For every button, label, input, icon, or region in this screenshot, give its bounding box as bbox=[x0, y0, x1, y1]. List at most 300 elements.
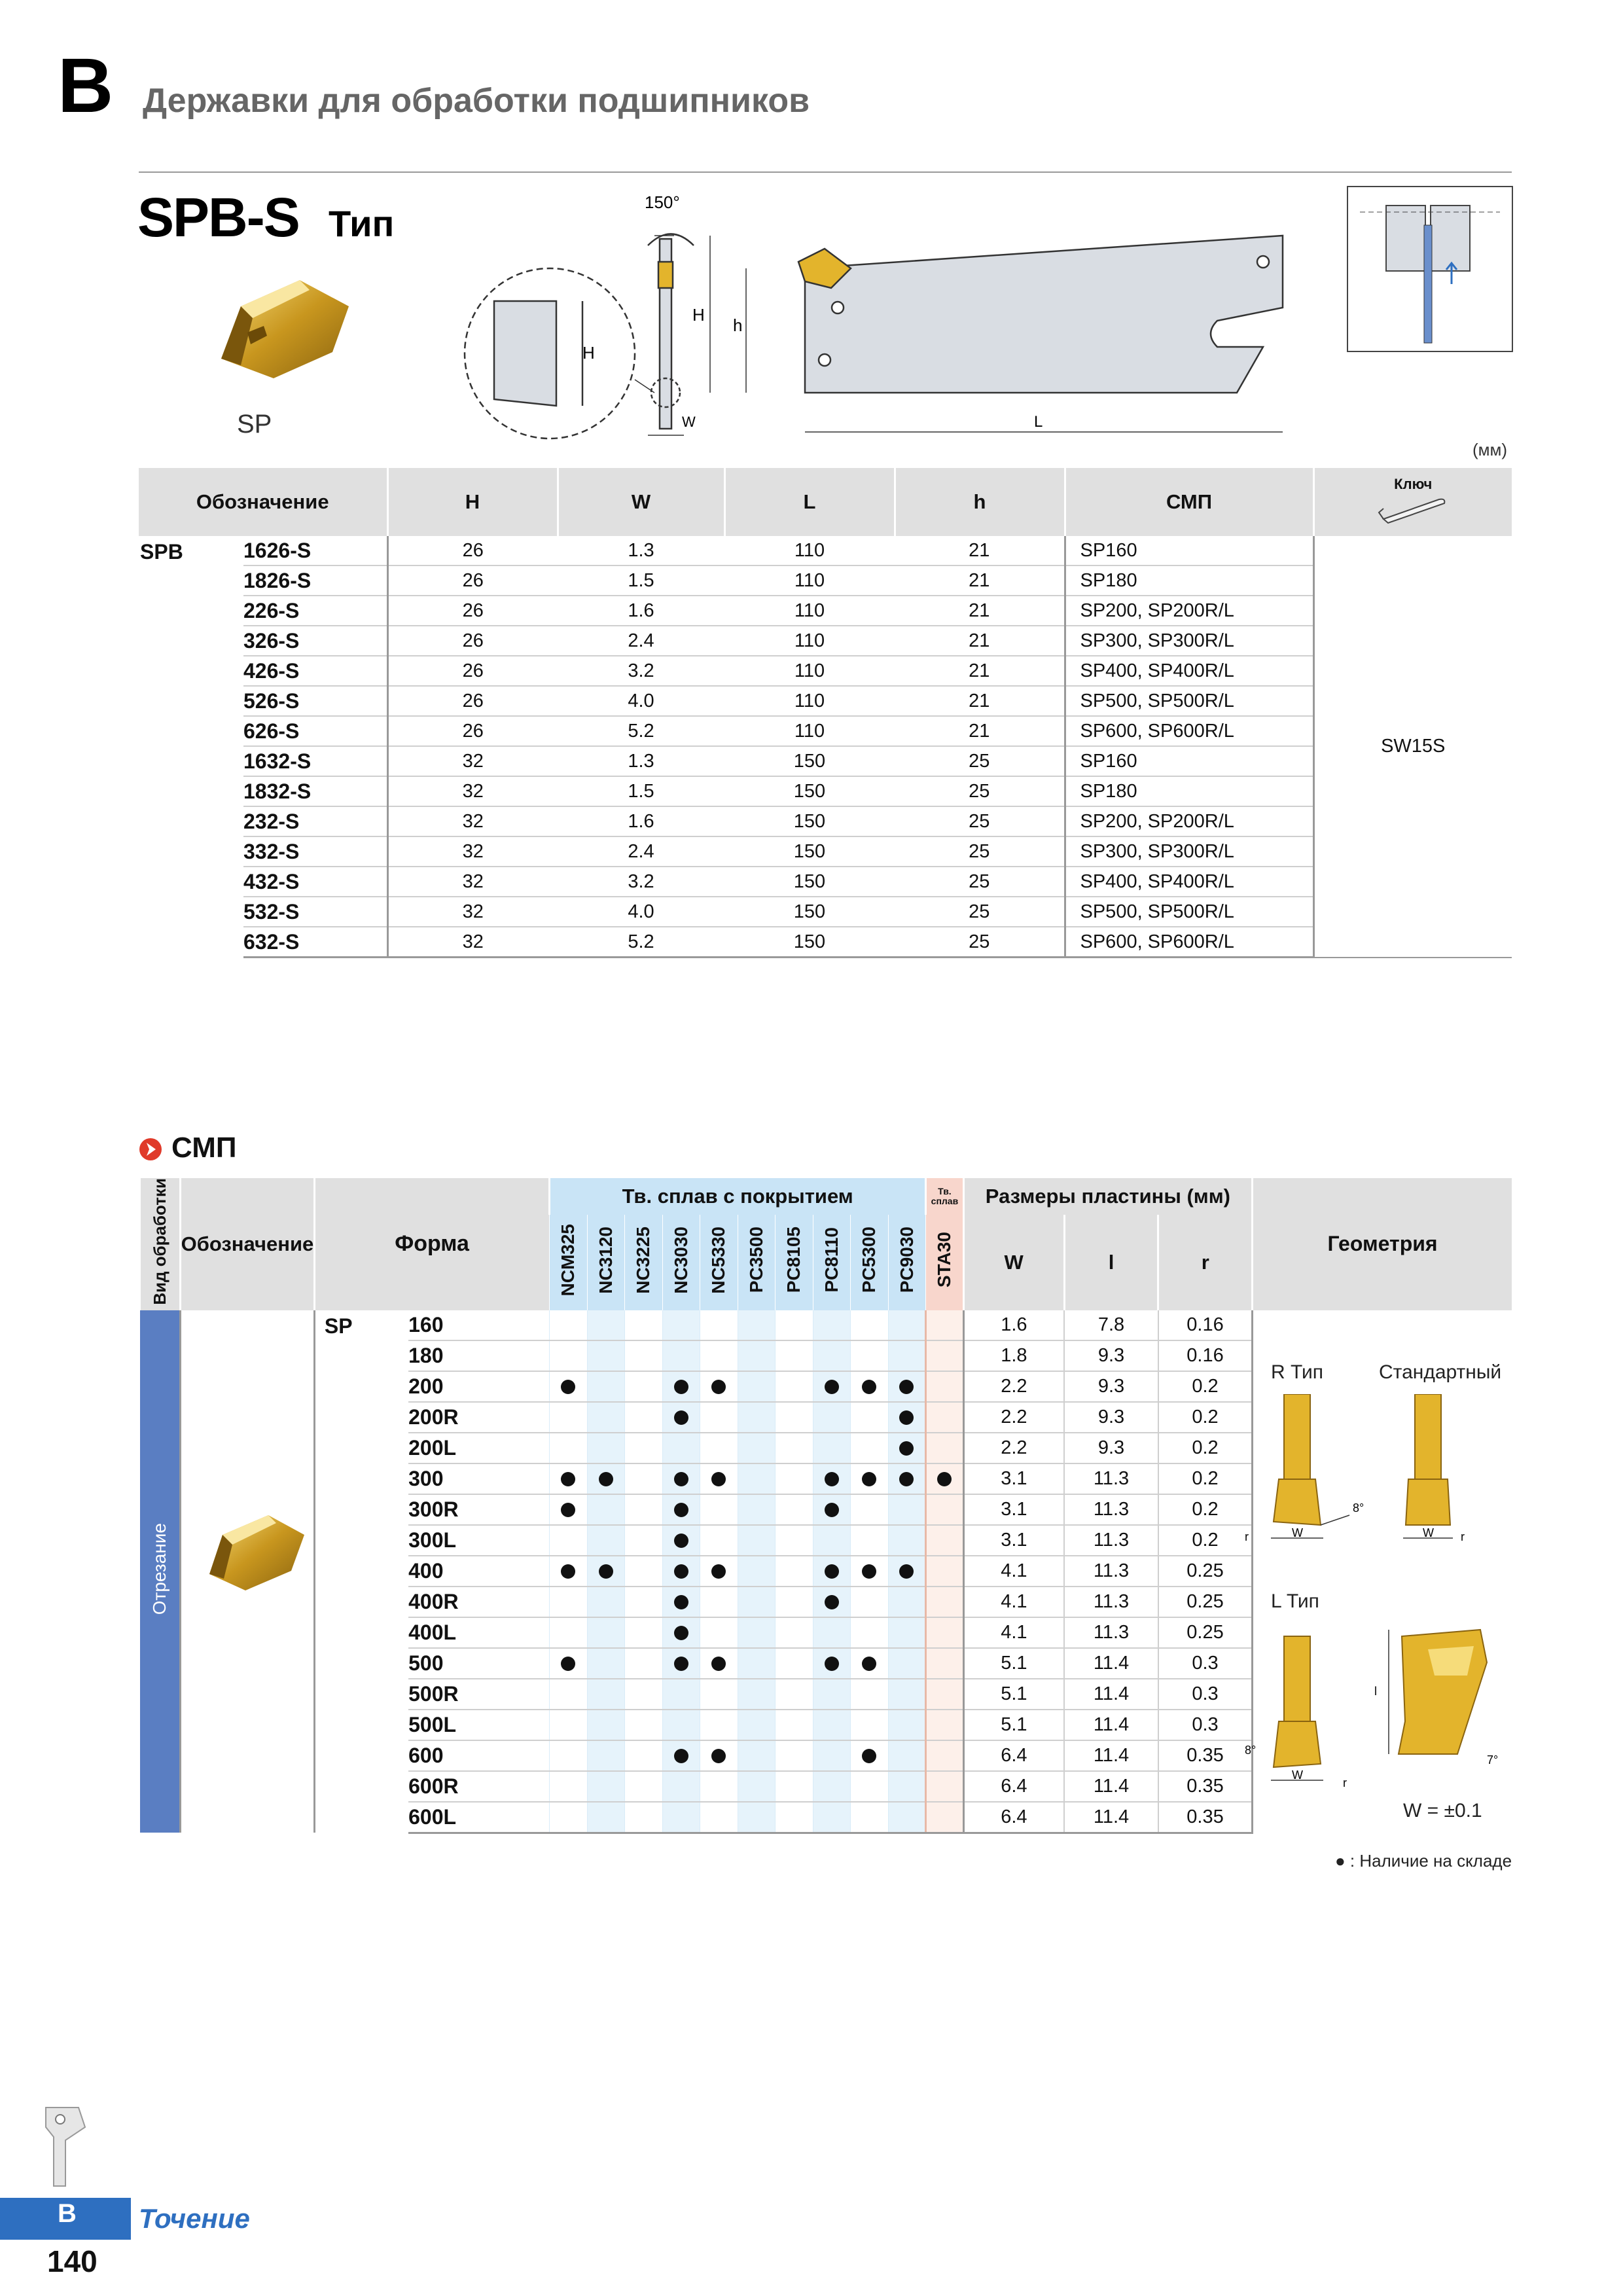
holder-row bbox=[139, 746, 1512, 776]
grade-header: NC5330 bbox=[700, 1215, 738, 1310]
stock-cell bbox=[700, 1310, 738, 1340]
col-coated-carbide: Тв. сплав с покрытием bbox=[550, 1178, 926, 1215]
stock-cell bbox=[738, 1310, 775, 1340]
stock-cell bbox=[625, 1525, 662, 1556]
stock-cell bbox=[662, 1310, 700, 1340]
insert-code: 500 bbox=[408, 1648, 550, 1679]
stock-cell bbox=[550, 1371, 587, 1402]
holder-W: 3.2 bbox=[558, 656, 724, 686]
stock-cell bbox=[851, 1463, 888, 1494]
insert-l: 11.3 bbox=[1064, 1617, 1158, 1648]
insert-l: 11.3 bbox=[1064, 1463, 1158, 1494]
holder-H: 26 bbox=[387, 686, 558, 716]
holder-h: 25 bbox=[895, 867, 1065, 897]
holder-W: 2.4 bbox=[558, 836, 724, 867]
holder-row bbox=[139, 656, 1512, 686]
insert-l: 7.8 bbox=[1064, 1310, 1158, 1340]
col-W: W bbox=[558, 468, 724, 536]
stock-cell bbox=[738, 1433, 775, 1463]
holder-row bbox=[139, 776, 1512, 806]
holder-L: 150 bbox=[724, 927, 895, 958]
stock-cell bbox=[813, 1679, 850, 1710]
holder-code: 632-S bbox=[243, 927, 387, 958]
in-stock-dot bbox=[825, 1380, 839, 1394]
stock-cell bbox=[776, 1402, 813, 1433]
stock-cell bbox=[662, 1771, 700, 1802]
stock-cell bbox=[550, 1494, 587, 1525]
insert-code: 200L bbox=[408, 1433, 550, 1463]
holder-smp: SP400, SP400R/L bbox=[1065, 867, 1313, 897]
stock-cell bbox=[926, 1710, 963, 1740]
stock-cell bbox=[662, 1802, 700, 1833]
stock-cell bbox=[926, 1340, 963, 1371]
holder-W: 1.3 bbox=[558, 536, 724, 565]
insert-l: 11.4 bbox=[1064, 1648, 1158, 1679]
stock-cell bbox=[662, 1402, 700, 1433]
holder-code: 1632-S bbox=[243, 746, 387, 776]
footer-section-name: Точение bbox=[139, 2203, 250, 2234]
holder-H: 32 bbox=[387, 746, 558, 776]
insert-code: 400R bbox=[408, 1587, 550, 1617]
stock-cell bbox=[851, 1556, 888, 1587]
insert-W: 2.2 bbox=[963, 1371, 1064, 1402]
holder-h: 21 bbox=[895, 596, 1065, 626]
holder-h: 25 bbox=[895, 927, 1065, 958]
H-label: H bbox=[582, 343, 595, 363]
stock-cell bbox=[700, 1771, 738, 1802]
stock-cell bbox=[662, 1463, 700, 1494]
holder-row bbox=[139, 626, 1512, 656]
stock-cell bbox=[662, 1710, 700, 1740]
stock-cell bbox=[700, 1679, 738, 1710]
stock-cell bbox=[888, 1340, 926, 1371]
in-stock-dot bbox=[674, 1626, 688, 1640]
stock-cell bbox=[851, 1402, 888, 1433]
stock-cell bbox=[550, 1740, 587, 1771]
stock-cell bbox=[738, 1802, 775, 1833]
insert-label: SP bbox=[237, 410, 272, 439]
stock-cell bbox=[888, 1494, 926, 1525]
stock-cell bbox=[738, 1494, 775, 1525]
insert-r: 0.3 bbox=[1158, 1648, 1253, 1679]
in-stock-dot bbox=[674, 1534, 688, 1548]
page-title: Державки для обработки подшипников bbox=[143, 82, 810, 120]
insert-code: 600R bbox=[408, 1771, 550, 1802]
stock-cell bbox=[700, 1556, 738, 1587]
type-code: SPB-S bbox=[137, 187, 299, 248]
stock-cell bbox=[700, 1587, 738, 1617]
stock-cell bbox=[851, 1587, 888, 1617]
holder-code: 232-S bbox=[243, 806, 387, 836]
stock-cell bbox=[738, 1679, 775, 1710]
in-stock-dot bbox=[561, 1564, 575, 1579]
stock-cell bbox=[738, 1710, 775, 1740]
svg-text:7°: 7° bbox=[1487, 1753, 1499, 1767]
stock-cell bbox=[550, 1710, 587, 1740]
stock-cell bbox=[550, 1587, 587, 1617]
holder-H: 32 bbox=[387, 867, 558, 897]
stock-cell bbox=[851, 1371, 888, 1402]
type-suffix: Тип bbox=[329, 203, 395, 244]
stock-cell bbox=[587, 1310, 624, 1340]
holder-h: 21 bbox=[895, 565, 1065, 596]
mounting-detail bbox=[1347, 186, 1513, 352]
stock-cell bbox=[888, 1710, 926, 1740]
holder-H: 26 bbox=[387, 656, 558, 686]
holder-code: 326-S bbox=[243, 626, 387, 656]
svg-text:W: W bbox=[1423, 1526, 1434, 1539]
units-note: (мм) bbox=[1472, 440, 1508, 459]
insert-r: 0.2 bbox=[1158, 1525, 1253, 1556]
insert-l: 9.3 bbox=[1064, 1433, 1158, 1463]
holder-L: 110 bbox=[724, 716, 895, 746]
insert-W: 1.8 bbox=[963, 1340, 1064, 1371]
grade-header: NC3225 bbox=[625, 1215, 662, 1310]
holder-H: 32 bbox=[387, 776, 558, 806]
geometry-panel bbox=[1232, 1342, 1507, 1839]
stock-cell bbox=[813, 1556, 850, 1587]
stock-cell bbox=[738, 1740, 775, 1771]
sp-insert-image bbox=[202, 267, 359, 391]
holder-smp: SP300, SP300R/L bbox=[1065, 626, 1313, 656]
stock-cell bbox=[888, 1740, 926, 1771]
insert-code: 200R bbox=[408, 1402, 550, 1433]
stock-cell bbox=[587, 1617, 624, 1648]
stock-cell bbox=[776, 1463, 813, 1494]
w-tolerance: W = ±0.1 bbox=[1403, 1800, 1482, 1821]
holder-L: 150 bbox=[724, 776, 895, 806]
insert-l: 9.3 bbox=[1064, 1402, 1158, 1433]
stock-cell bbox=[888, 1617, 926, 1648]
holder-h: 21 bbox=[895, 626, 1065, 656]
in-stock-dot bbox=[674, 1503, 688, 1517]
stock-cell bbox=[813, 1587, 850, 1617]
stock-cell bbox=[851, 1525, 888, 1556]
holder-smp: SP160 bbox=[1065, 746, 1313, 776]
holder-code: 532-S bbox=[243, 897, 387, 927]
insert-row bbox=[140, 1310, 1512, 1340]
grade-header: PC9030 bbox=[888, 1215, 926, 1310]
stock-cell bbox=[851, 1310, 888, 1340]
in-stock-dot bbox=[674, 1410, 688, 1425]
stock-cell bbox=[776, 1802, 813, 1833]
holder-H: 32 bbox=[387, 806, 558, 836]
stock-cell bbox=[851, 1648, 888, 1679]
holder-h: 21 bbox=[895, 716, 1065, 746]
stock-cell bbox=[587, 1710, 624, 1740]
stock-cell bbox=[550, 1802, 587, 1833]
stock-cell bbox=[587, 1494, 624, 1525]
stock-cell bbox=[776, 1340, 813, 1371]
insert-r: 0.35 bbox=[1158, 1740, 1253, 1771]
stock-cell bbox=[738, 1371, 775, 1402]
col-dim-r: r bbox=[1158, 1215, 1253, 1310]
stock-cell bbox=[625, 1433, 662, 1463]
stock-cell bbox=[662, 1587, 700, 1617]
stock-cell bbox=[926, 1771, 963, 1802]
stock-cell bbox=[813, 1771, 850, 1802]
stock-cell bbox=[662, 1340, 700, 1371]
stock-cell bbox=[587, 1433, 624, 1463]
holder-h: 21 bbox=[895, 656, 1065, 686]
stock-cell bbox=[888, 1371, 926, 1402]
holder-L: 110 bbox=[724, 656, 895, 686]
stock-cell bbox=[550, 1617, 587, 1648]
stock-cell bbox=[625, 1371, 662, 1402]
stock-cell bbox=[625, 1648, 662, 1679]
stock-cell bbox=[888, 1463, 926, 1494]
in-stock-dot bbox=[561, 1472, 575, 1486]
col-dim-W: W bbox=[963, 1215, 1064, 1310]
svg-text:r: r bbox=[1461, 1530, 1465, 1543]
insert-W: 5.1 bbox=[963, 1679, 1064, 1710]
svg-text:r: r bbox=[1343, 1776, 1347, 1789]
insert-l: 9.3 bbox=[1064, 1340, 1158, 1371]
insert-code: 200 bbox=[408, 1371, 550, 1402]
stock-cell bbox=[776, 1679, 813, 1710]
turning-tool-icon bbox=[39, 2101, 98, 2193]
insert-l: 11.3 bbox=[1064, 1494, 1158, 1525]
svg-text:W: W bbox=[1292, 1526, 1303, 1539]
r-and-standard-drawing bbox=[1232, 1394, 1507, 1545]
stock-cell bbox=[738, 1556, 775, 1587]
insert-code: 500L bbox=[408, 1710, 550, 1740]
stock-cell bbox=[813, 1463, 850, 1494]
insert-r: 0.3 bbox=[1158, 1679, 1253, 1710]
in-stock-dot bbox=[862, 1380, 876, 1394]
stock-cell bbox=[587, 1556, 624, 1587]
stock-cell bbox=[700, 1740, 738, 1771]
insert-l: 9.3 bbox=[1064, 1371, 1158, 1402]
in-stock-dot bbox=[711, 1472, 726, 1486]
stock-cell bbox=[926, 1463, 963, 1494]
in-stock-dot bbox=[674, 1564, 688, 1579]
in-stock-dot bbox=[711, 1564, 726, 1579]
stock-cell bbox=[888, 1556, 926, 1587]
holder-L: 110 bbox=[724, 686, 895, 716]
stock-cell bbox=[550, 1556, 587, 1587]
stock-cell bbox=[926, 1310, 963, 1340]
insert-l: 11.4 bbox=[1064, 1740, 1158, 1771]
insert-code: 300 bbox=[408, 1463, 550, 1494]
stock-cell bbox=[738, 1771, 775, 1802]
holder-H: 26 bbox=[387, 536, 558, 565]
holder-row bbox=[139, 686, 1512, 716]
stock-cell bbox=[776, 1556, 813, 1587]
insert-W: 4.1 bbox=[963, 1617, 1064, 1648]
holder-W: 5.2 bbox=[558, 927, 724, 958]
stock-cell bbox=[700, 1617, 738, 1648]
stock-cell bbox=[625, 1402, 662, 1433]
holder-h: 25 bbox=[895, 746, 1065, 776]
grade-header: PC5300 bbox=[851, 1215, 888, 1310]
stock-cell bbox=[550, 1310, 587, 1340]
svg-text:8°: 8° bbox=[1245, 1744, 1257, 1757]
stock-cell bbox=[625, 1494, 662, 1525]
holder-smp: SP600, SP600R/L bbox=[1065, 716, 1313, 746]
stock-cell bbox=[625, 1587, 662, 1617]
in-stock-dot bbox=[674, 1472, 688, 1486]
stock-cell bbox=[625, 1679, 662, 1710]
stock-cell bbox=[625, 1556, 662, 1587]
holder-H: 32 bbox=[387, 836, 558, 867]
insert-code: 300L bbox=[408, 1525, 550, 1556]
holder-h: 25 bbox=[895, 806, 1065, 836]
stock-cell bbox=[587, 1340, 624, 1371]
insert-r: 0.2 bbox=[1158, 1494, 1253, 1525]
stock-cell bbox=[662, 1525, 700, 1556]
in-stock-dot bbox=[899, 1472, 914, 1486]
section-letter: B bbox=[58, 43, 114, 129]
stock-cell bbox=[813, 1648, 850, 1679]
in-stock-dot bbox=[937, 1472, 952, 1486]
in-stock-dot bbox=[674, 1595, 688, 1609]
holder-W: 1.5 bbox=[558, 565, 724, 596]
holder-code: 432-S bbox=[243, 867, 387, 897]
col-designation: Обозначение bbox=[180, 1178, 314, 1310]
in-stock-dot bbox=[825, 1472, 839, 1486]
holder-L: 150 bbox=[724, 897, 895, 927]
stock-cell bbox=[550, 1463, 587, 1494]
stock-cell bbox=[926, 1679, 963, 1710]
holder-key: SW15S bbox=[1313, 536, 1512, 958]
stock-cell bbox=[888, 1648, 926, 1679]
stock-cell bbox=[926, 1433, 963, 1463]
holder-W: 1.6 bbox=[558, 596, 724, 626]
in-stock-dot bbox=[561, 1657, 575, 1671]
holder-H: 26 bbox=[387, 716, 558, 746]
stock-cell bbox=[888, 1525, 926, 1556]
stock-cell bbox=[813, 1525, 850, 1556]
stock-cell bbox=[662, 1617, 700, 1648]
holder-W: 1.3 bbox=[558, 746, 724, 776]
col-designation: Обозначение bbox=[139, 468, 387, 536]
grade-header: PC8105 bbox=[776, 1215, 813, 1310]
stock-cell bbox=[738, 1648, 775, 1679]
col-geometry: Геометрия bbox=[1253, 1178, 1512, 1310]
stock-cell bbox=[926, 1494, 963, 1525]
stock-cell bbox=[625, 1340, 662, 1371]
holder-W: 4.0 bbox=[558, 897, 724, 927]
insert-code: 300R bbox=[408, 1494, 550, 1525]
stock-cell bbox=[587, 1802, 624, 1833]
holder-code: 526-S bbox=[243, 686, 387, 716]
in-stock-dot bbox=[599, 1564, 613, 1579]
stock-cell bbox=[625, 1771, 662, 1802]
in-stock-dot bbox=[674, 1380, 688, 1394]
h-label: h bbox=[733, 315, 743, 335]
stock-cell bbox=[662, 1371, 700, 1402]
holder-h: 25 bbox=[895, 776, 1065, 806]
col-dim-l: l bbox=[1064, 1215, 1158, 1310]
in-stock-dot bbox=[561, 1503, 575, 1517]
stock-cell bbox=[888, 1433, 926, 1463]
stock-cell bbox=[587, 1463, 624, 1494]
holder-W: 1.5 bbox=[558, 776, 724, 806]
stock-note: ● : Наличие на складе bbox=[1335, 1851, 1512, 1871]
insert-l: 11.3 bbox=[1064, 1525, 1158, 1556]
insert-code: 500R bbox=[408, 1679, 550, 1710]
stock-cell bbox=[888, 1771, 926, 1802]
holder-smp: SP160 bbox=[1065, 536, 1313, 565]
stock-cell bbox=[776, 1433, 813, 1463]
footer-section-letter: B bbox=[58, 2199, 77, 2228]
stock-cell bbox=[926, 1648, 963, 1679]
insert-W: 2.2 bbox=[963, 1433, 1064, 1463]
stock-cell bbox=[550, 1771, 587, 1802]
stock-cell bbox=[776, 1371, 813, 1402]
holder-L: 110 bbox=[724, 626, 895, 656]
holder-smp: SP200, SP200R/L bbox=[1065, 806, 1313, 836]
holder-code: 332-S bbox=[243, 836, 387, 867]
insert-code: 400L bbox=[408, 1617, 550, 1648]
insert-r: 0.35 bbox=[1158, 1771, 1253, 1802]
standard-label: Стандартный bbox=[1379, 1361, 1502, 1383]
holder-W: 3.2 bbox=[558, 867, 724, 897]
holder-W: 5.2 bbox=[558, 716, 724, 746]
holder-smp: SP200, SP200R/L bbox=[1065, 596, 1313, 626]
col-carbide: Тв. сплав bbox=[926, 1178, 963, 1215]
holder-row bbox=[139, 927, 1512, 958]
col-process: Вид обработки bbox=[140, 1178, 181, 1310]
stock-cell bbox=[851, 1679, 888, 1710]
stock-cell bbox=[813, 1340, 850, 1371]
holder-smp: SP600, SP600R/L bbox=[1065, 927, 1313, 958]
stock-cell bbox=[625, 1463, 662, 1494]
col-form: Форма bbox=[314, 1178, 549, 1310]
svg-text:r: r bbox=[1245, 1530, 1249, 1543]
col-dimensions: Размеры пластины (мм) bbox=[963, 1178, 1252, 1215]
holder-h: 21 bbox=[895, 686, 1065, 716]
holder-row bbox=[139, 716, 1512, 746]
holder-L: 150 bbox=[724, 836, 895, 867]
holder-drawing bbox=[458, 183, 1309, 445]
stock-cell bbox=[738, 1587, 775, 1617]
grade-header: NC3120 bbox=[587, 1215, 624, 1310]
insert-W: 3.1 bbox=[963, 1494, 1064, 1525]
in-stock-dot bbox=[862, 1564, 876, 1579]
stock-cell bbox=[813, 1802, 850, 1833]
insert-W: 3.1 bbox=[963, 1463, 1064, 1494]
stock-cell bbox=[587, 1648, 624, 1679]
in-stock-dot bbox=[862, 1472, 876, 1486]
stock-cell bbox=[662, 1679, 700, 1710]
stock-cell bbox=[813, 1371, 850, 1402]
stock-cell bbox=[587, 1402, 624, 1433]
stock-cell bbox=[662, 1648, 700, 1679]
svg-text:8°: 8° bbox=[1353, 1501, 1364, 1515]
insert-r: 0.2 bbox=[1158, 1402, 1253, 1433]
holder-W: 1.6 bbox=[558, 806, 724, 836]
in-stock-dot bbox=[825, 1564, 839, 1579]
holder-smp: SP300, SP300R/L bbox=[1065, 836, 1313, 867]
holder-row bbox=[139, 897, 1512, 927]
insert-W: 5.1 bbox=[963, 1648, 1064, 1679]
col-key bbox=[1313, 468, 1512, 536]
in-stock-dot bbox=[862, 1749, 876, 1763]
stock-cell bbox=[888, 1587, 926, 1617]
holder-H: 32 bbox=[387, 897, 558, 927]
holder-series: SPB bbox=[140, 540, 183, 564]
holder-H: 26 bbox=[387, 626, 558, 656]
insert-W: 1.6 bbox=[963, 1310, 1064, 1340]
insert-code: 600L bbox=[408, 1802, 550, 1833]
grade-header: PC8110 bbox=[813, 1215, 850, 1310]
insert-W: 2.2 bbox=[963, 1402, 1064, 1433]
holder-code: 1826-S bbox=[243, 565, 387, 596]
insert-code: 160 bbox=[408, 1310, 550, 1340]
stock-cell bbox=[851, 1433, 888, 1463]
